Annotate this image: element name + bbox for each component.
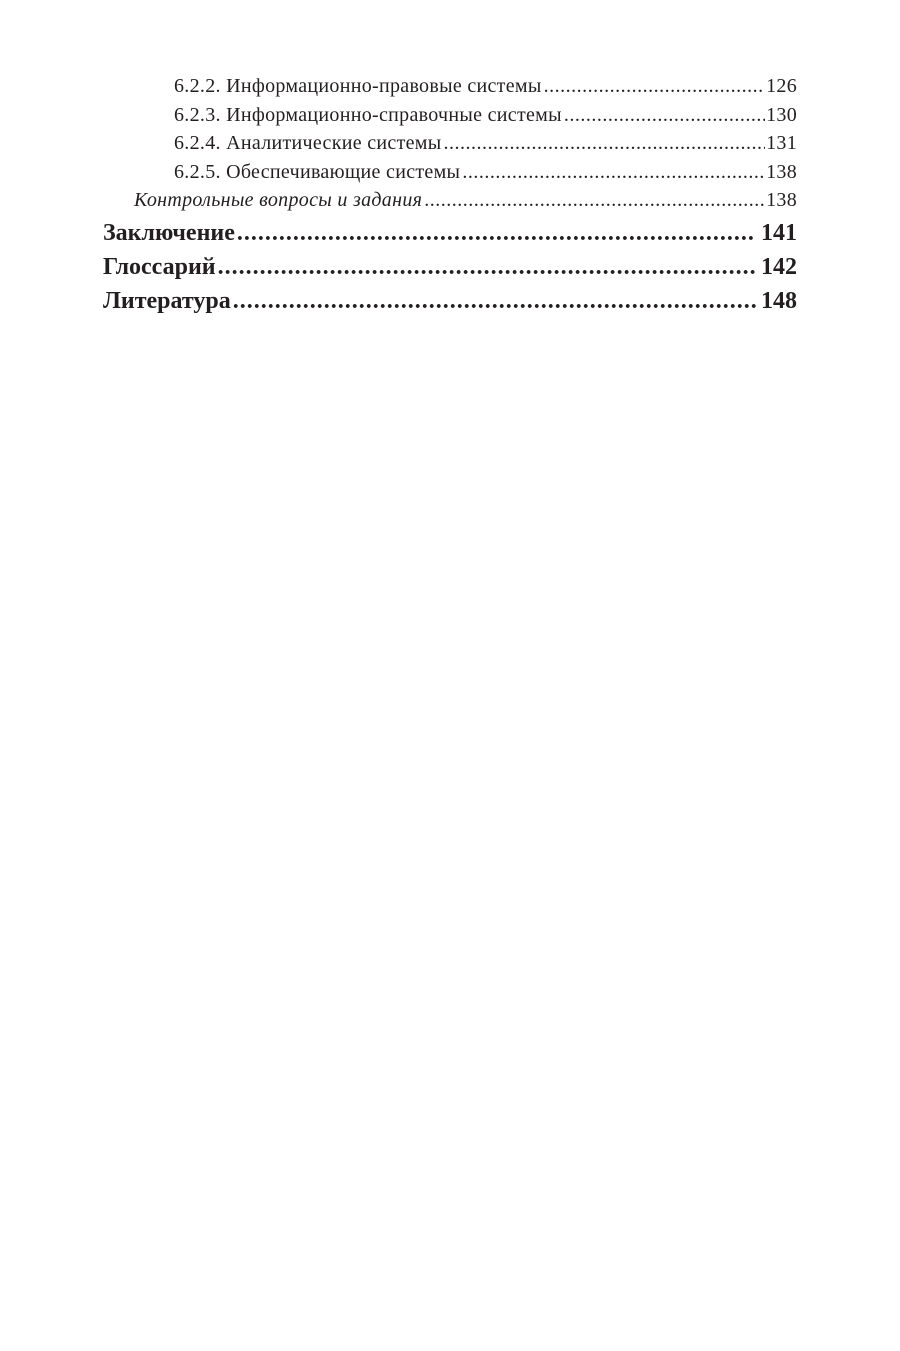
dot-leader bbox=[237, 216, 756, 250]
dot-leader bbox=[564, 101, 765, 129]
toc-entry-glossary bbox=[103, 250, 797, 284]
toc-entry-conclusion bbox=[103, 216, 797, 250]
toc-entry-title: Заключение bbox=[103, 220, 235, 246]
toc-entry-6-2-3 bbox=[174, 101, 797, 129]
dot-leader bbox=[233, 284, 756, 318]
toc-entry-references bbox=[103, 284, 797, 318]
toc-entry-review-questions bbox=[134, 186, 797, 214]
dot-leader bbox=[462, 158, 765, 186]
toc-entry-title: 6.2.4. Аналитические системы bbox=[174, 132, 442, 154]
toc-entry-6-2-4 bbox=[174, 129, 797, 157]
toc-entry-6-2-5 bbox=[174, 158, 797, 186]
toc-entry-title: Контрольные вопросы и задания bbox=[134, 189, 423, 211]
toc-entry-page: 130 bbox=[766, 104, 797, 126]
toc-entry-title: 6.2.5. Обеспечивающие системы bbox=[174, 161, 461, 183]
toc-entry-page: 142 bbox=[761, 254, 797, 280]
dot-leader bbox=[218, 250, 756, 284]
toc-entry-title: 6.2.3. Информационно-справочные системы bbox=[174, 104, 562, 126]
toc-entry-page: 148 bbox=[761, 288, 797, 314]
toc-entry-page: 141 bbox=[761, 220, 797, 246]
toc-entry-6-2-2 bbox=[174, 72, 797, 100]
dot-leader bbox=[544, 72, 766, 100]
dot-leader bbox=[444, 129, 766, 157]
toc-entry-page: 138 bbox=[766, 161, 797, 183]
toc-entry-title: 6.2.2. Информационно-правовые системы bbox=[174, 75, 542, 97]
toc-entry-page: 126 bbox=[766, 75, 797, 97]
toc-entry-page: 138 bbox=[766, 189, 797, 211]
toc-entry-title: Литература bbox=[103, 288, 231, 314]
toc-entry-page: 131 bbox=[766, 132, 797, 154]
toc-entry-title: Глоссарий bbox=[103, 254, 216, 280]
dot-leader bbox=[424, 186, 765, 214]
